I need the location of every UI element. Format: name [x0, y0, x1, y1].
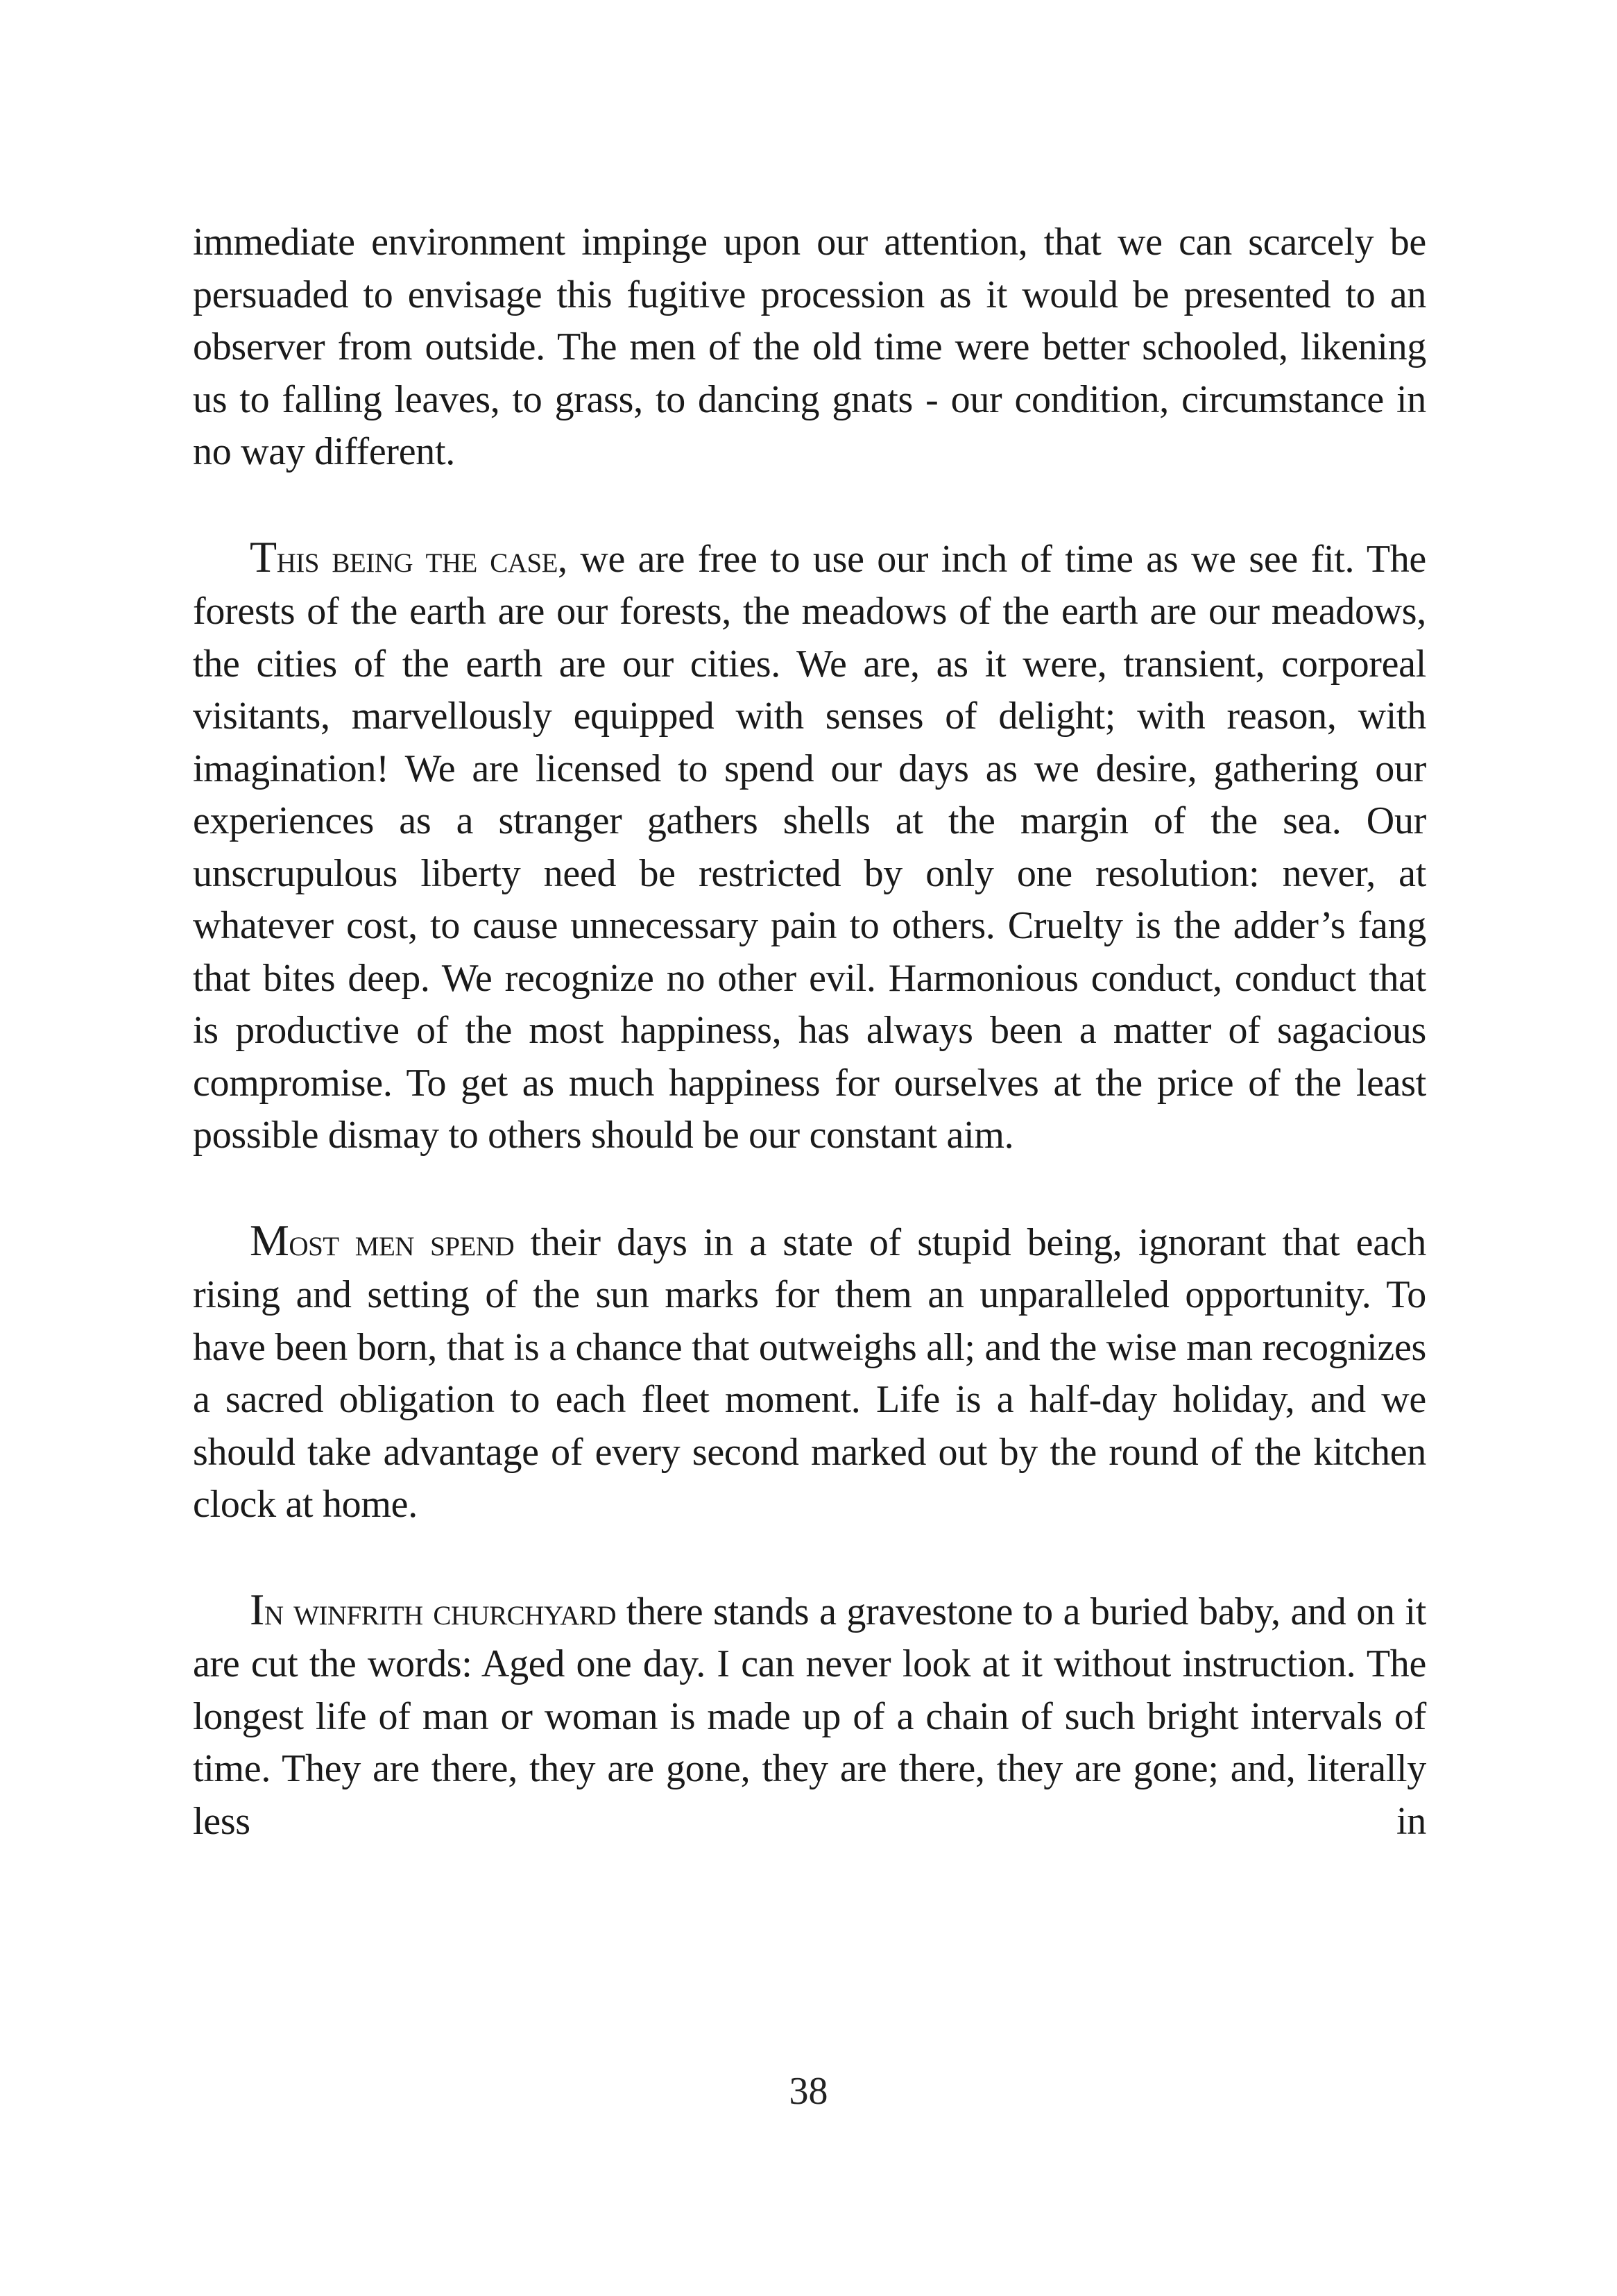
page-body [193, 216, 1426, 1900]
paragraph-most-men-spend [193, 1214, 1426, 1531]
lead-rest: n winfrith churchyard [264, 1590, 617, 1633]
paragraph-text: , we are free to use our inch of time as we see fit. The forests of the earth are our forests, the meadows of the earth are our meadows, the cities of the earth are our cities. We are, as it were, transient, corporeal visitants, marvellously equipped with senses of delight; with reason, with imagination! We are licensed to spend our days as we desire, gathering our experiences as a stranger gathers shells at the margin of the sea. Our unscrupulous liberty need be restricted by only one resolution: never, at whatever cost, to cause unnecessary pain to others. Cruelty is the adder’s fang that bites deep. We recognize no other evil. Harmonious conduct, conduct that is productive of the most happiness, has always been a matter of sagacious compromise. To get as much happiness for ourselves at the price of the least possible dismay to others should be our constant aim. [193, 537, 1426, 1157]
paragraph-text: their days in a state of stupid being, ignorant that each rising and setting of the sun marks for them an unparalleled opportunity. To have been born, that is a chance that outweighs all; and the wise man recognizes a sacred obligation to each fleet moment. Life is a half-day holiday, and we should take advantage of every second marked out by the round of the kitchen clock at home. [193, 1221, 1427, 1526]
lead-initial: I [250, 1584, 264, 1634]
paragraph-this-being-the-case [193, 531, 1426, 1162]
lead-rest: ost men spend [289, 1221, 515, 1264]
lead-rest: his being the case [276, 537, 558, 581]
paragraph-text: immediate environment impinge upon our attention, that we can scarcely be persuaded to envisage this fugitive procession as it would be presented to an observer from outside. The men of the old time were better schooled, likening us to falling leaves, to grass, to dancing gnats - our condition, circumstance in no way different. [193, 221, 1426, 473]
paragraph-text: there stands a gravestone to a buried baby, and on it are cut the words: Aged one day. I can never look at it without instruction. The longest life of man or woman is made up of a chain of such bright intervals of time. They are there, they are gone, they are there, they are gone; and, literally less in [193, 1590, 1426, 1843]
small-caps-lead [250, 532, 558, 581]
paragraph-in-winfrith-churchyard [193, 1583, 1426, 1848]
paragraph-continuation [193, 216, 1426, 479]
small-caps-lead [250, 1584, 617, 1634]
page-number: 38 [789, 2070, 828, 2113]
small-caps-lead [250, 1215, 515, 1265]
lead-initial: M [250, 1215, 289, 1265]
lead-initial: T [250, 532, 277, 581]
